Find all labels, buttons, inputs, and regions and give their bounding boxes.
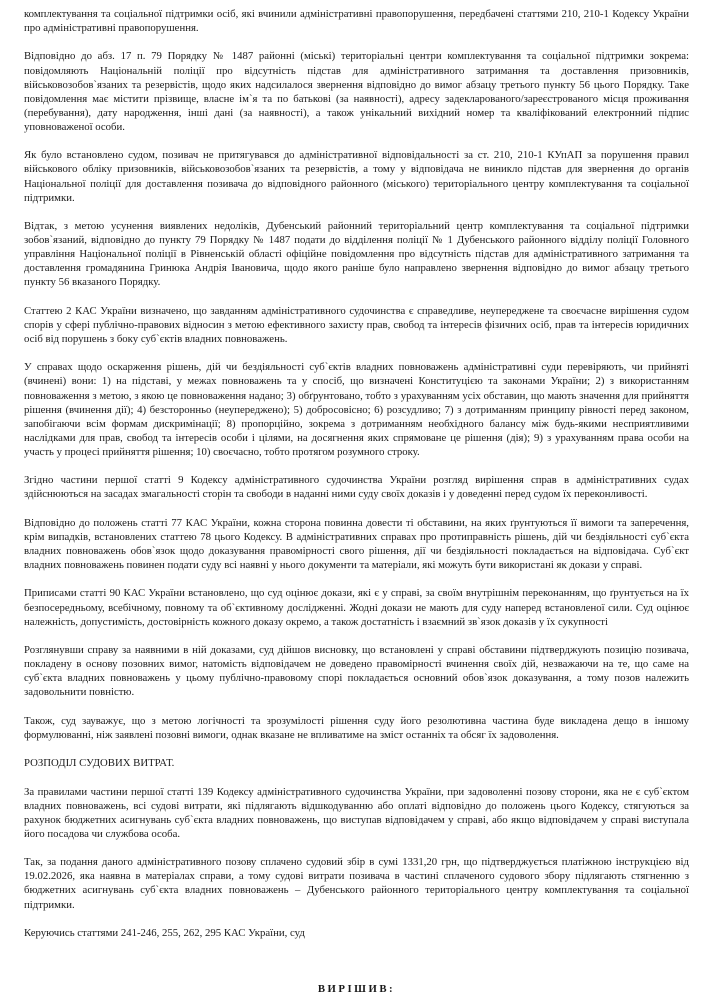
paragraph-5: Статтею 2 КАС України визначено, що завданням адміністративного судочинства є справедливе, неупереджене та своєчасне вирішення судом спорів у сфері публічно-правових відносин з метою ефективного захисту прав, свобод та інтересів фізичних осіб, прав та інтересів юридичних осіб від порушень з боку суб`єктів владних повноважень. (24, 304, 689, 345)
paragraph-costs-1: За правилами частини першої статті 139 Кодексу адміністративного судочинства України, при задоволенні позову сторони, яка не є суб`єктом владних повноважень, всі судові витрати, які підлягають відшкодуванню або оплаті відповідно до положень цього Кодексу, стягуються за рахунок бюджетних асигнувань суб`єкта владних повноважень, що виступав відповідачем у справі, або якщо відповідачем у справі виступала його посадова чи службова особа. (24, 785, 689, 840)
paragraph-7: Згідно частини першої статті 9 Кодексу адміністративного судочинства України розгляд вирішення справ в адміністративних судах здійснюються на засадах змагальності сторін та свободи в наданні ними суду своїх доказів і у доведенні перед судом їх переконливості. (24, 474, 689, 501)
section-heading-costs: РОЗПОДІЛ СУДОВИХ ВИТРАТ. (24, 757, 175, 770)
paragraph-1: комплектування та соціальної підтримки осіб, які вчинили адміністративні правопорушення, передбачені статтями 210, 210-1 Кодексу України про адміністративні правопорушення. (24, 8, 689, 35)
paragraph-8: Відповідно до положень статті 77 КАС України, кожна сторона повинна довести ті обставини, на яких ґрунтуються її вимоги та заперечення, крім випадків, встановлених статтею 78 цього Кодексу. В адміністративних справах про протиправність рішень, дій чи бездіяльності суб`єкта владних повноважень обов`язок щодо доказування правомірності свого рішення, дії чи бездіяльності покладається на відповідача. Суб`єкт владних повноважень повинен подати суду всі наявні у нього документи та матеріали, які можуть бути використані як докази у справі. (24, 516, 689, 572)
paragraph-9: Приписами статті 90 КАС України встановлено, що суд оцінює докази, які є у справі, за своїм внутрішнім переконанням, що ґрунтується на їх безпосередньому, всебічному, повному та об`єктивному дослідженні. Жодні докази не мають для суду наперед встановленої сили. Суд оцінює належність, допустимість, достовірність кожного доказу окремо, а також достатність і взаємний зв`язок доказів у їх сукупності (24, 587, 689, 628)
paragraph-2: Відповідно до абз. 17 п. 79 Порядку № 1487 районні (міські) територіальні центри комплектування та соціальної підтримки зокрема: повідомляють Національній поліції про відсутність підстав для адміністративного затримання та доставлення призовників, військовозобов`язаних та резервістів, щодо яких надсилалося звернення відповідно до вимог абзацу третього пункту 56 цього Порядку. Таке повідомлення має містити прізвище, власне ім`я та по батькові (за наявності), адресу задекларованого/зареєстрованого місця проживання (перебування), дату народження, інші дані (за наявності), а також унікальний вихідний номер та кваліфікований електронний підпис уповноваженої особи. (24, 50, 689, 133)
paragraph-6: У справах щодо оскарження рішень, дій чи бездіяльності суб`єктів владних повноважень адміністративні суди перевіряють, чи прийняті (вчинені) вони: 1) на підставі, у межах повноважень та у спосіб, що визначені Конституцією та законами України; 2) з використанням повноваження з метою, з якою це повноваження надано; 3) обґрунтовано, тобто з урахуванням усіх обставин, що мають значення для прийняття рішення (вчинення дії); 4) безсторонньо (неупереджено); 5) добросовісно; 6) розсудливо; 7) з дотриманням принципу рівності перед законом, запобігаючи всім формам дискримінації; 8) пропорційно, зокрема з дотриманням необхідного балансу між будь-якими несприятливими наслідками для прав, свобод та інтересів особи і цілями, на досягнення яких спрямоване це рішення (дія); 9) з урахуванням права особи на участь у процесі прийняття рішення; 10) своєчасно, тобто протягом розумного строку. (24, 361, 689, 458)
paragraph-costs-2: Так, за подання даного адміністративного позову сплачено судовий збір в сумі 1331,20 грн, що підтверджується платіжною інструкцією від 19.02.2026, яка наявна в матеріалах справи, а тому судові витрати позивача в частині сплаченого судового збору підлягають стягненню з бюджетних асигнувань суб`єкта владних повноважень – Дубенського районного територіального центру комплектування та соціальної підтримки. (24, 856, 689, 911)
closing-line: Керуючись статтями 241-246, 255, 262, 295 КАС України, суд (24, 926, 305, 939)
decision-heading: ВИРІШИВ: (317, 983, 396, 996)
paragraph-10: Розглянувши справу за наявними в ній доказами, суд дійшов висновку, що встановлені у справі обставини підтверджують позицію позивача, покладену в основу позовних вимог, натомість відповідачем не доведено правомірності вчинення своїх дій, незважаючи на те, що саме на суб`єкта владних повноважень у цьому публічно-правовому спорі покладається основний обов`язок доказування, а тому позов належить задовольнити повністю. (24, 644, 689, 699)
paragraph-4: Відтак, з метою усунення виявлених недоліків, Дубенський районний територіальний центр комплектування та соціальної підтримки зобов`язаний, відповідно до пункту 79 Порядку № 1487 подати до відділення поліції № 1 Дубенського районного відділу поліції Головного управління Національної поліції в Рівненській області офіційне повідомлення про відсутність підстав для адміністративного затримання та доставлення громадянина Гринюка Андрія Івановича, щодо якого раніше було направлено звернення відповідно до вимог абзацу третього пункту 56 вказаного Порядку. (24, 220, 689, 289)
paragraph-11: Також, суд зауважує, що з метою логічності та зрозумілості рішення суду його резолютивна частина буде викладена дещо в іншому формулюванні, ніж заявлені позовні вимоги, однак вказане не впливатиме на зміст останніх та обсяг їх задоволення. (24, 714, 689, 741)
paragraph-3: Як було встановлено судом, позивач не притягувався до адміністративної відповідальності за ст. 210, 210-1 КУпАП за порушення правил військового обліку призовників, військовозобов`язаних та резервістів, а тому у відповідача не виникло підстав для звернення до органів Національної поліції для доставлення позивача до відповідного районного (міського) територіального центру комплектування та соціальної підтримки. (24, 149, 689, 204)
